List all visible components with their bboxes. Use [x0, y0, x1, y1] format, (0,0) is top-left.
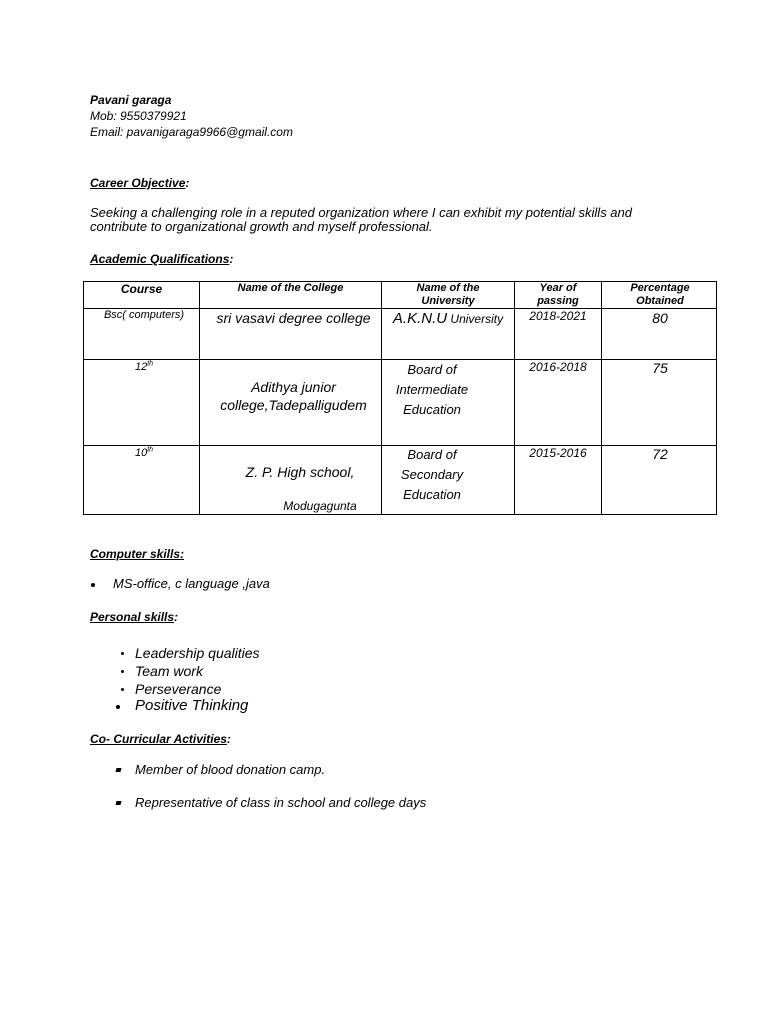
activity-item: Representative of class in school and college days: [135, 795, 427, 810]
row2-course: [84, 361, 204, 374]
row3-university: [382, 445, 482, 505]
bullet-icon: [121, 652, 124, 655]
personal-skill-item: Perseverance: [135, 681, 222, 697]
activity-item: Member of blood donation camp.: [135, 762, 326, 777]
row3-college-line-1: Z. P. High school,: [245, 464, 355, 480]
row2-percentage: 75: [652, 360, 668, 376]
row3-university-line-3: Education: [403, 487, 461, 502]
personal-skill-item: Leadership qualities: [135, 645, 260, 661]
row2-college-line-1: Adithya junior: [251, 379, 336, 395]
academic-heading-colon: :: [229, 252, 234, 266]
col-header-year: [515, 282, 601, 308]
col-header-university-line-1: Name of the: [416, 282, 480, 294]
computer-skill-item: MS-office, c language ,java: [113, 576, 270, 591]
career-objective-heading-text: Career Objective: [90, 176, 186, 190]
col-header-percentage-line-1: Percentage: [630, 282, 690, 294]
col-header-percentage-line-2: Obtained: [636, 295, 684, 307]
personal-skills-heading: [90, 609, 178, 625]
co-curricular-heading-text: Co- Curricular Activities: [90, 732, 227, 746]
row1-university-suffix: University: [447, 312, 504, 326]
row2-college-line-2: college,Tadepalligudem: [220, 397, 367, 413]
personal-skill-item: Team work: [135, 663, 203, 679]
email-address: Email: pavanigaraga9966@gmail.com: [90, 125, 293, 139]
col-header-course: Course: [120, 282, 163, 296]
row2-college: [200, 378, 387, 414]
academic-heading: [90, 251, 233, 267]
row3-university-line-2: Secondary: [400, 467, 464, 482]
candidate-name: Pavani garaga: [90, 93, 172, 107]
col-header-year-line-2: passing: [537, 295, 579, 307]
row1-percentage: 80: [652, 310, 668, 326]
row3-university-line-1: Board of: [407, 447, 457, 462]
row3-college-line-2: Modugagunta: [283, 499, 357, 513]
personal-skills-heading-colon: :: [174, 610, 179, 624]
bullet-icon: [121, 670, 124, 673]
career-objective-heading: [90, 175, 189, 191]
academic-heading-text: Academic Qualifications: [90, 252, 230, 266]
personal-skills-heading-text: Personal skills: [90, 610, 175, 624]
bullet-icon: [116, 705, 120, 709]
co-curricular-heading: [90, 731, 231, 747]
row1-university-main: A.K.N.U: [392, 310, 448, 327]
row2-university-line-3: Education: [403, 402, 461, 417]
col-header-percentage: [602, 282, 718, 308]
row1-course: Bsc( computers): [103, 309, 185, 321]
academic-table: [83, 281, 717, 515]
row1-college: sri vasavi degree college: [216, 310, 371, 326]
row3-course-suffix: th: [147, 446, 154, 454]
row3-course-number: 10: [134, 447, 148, 459]
bullet-icon: [121, 688, 124, 691]
row2-university-line-2: Intermediate: [395, 382, 469, 397]
row3-year: 2015-2016: [529, 446, 587, 460]
col-header-university: [382, 282, 514, 308]
row2-course-number: 12: [134, 361, 148, 373]
col-header-college: Name of the College: [237, 282, 344, 294]
col-header-year-line-1: Year of: [539, 282, 577, 294]
mobile-number: Mob: 9550379921: [90, 109, 187, 123]
row1-year: 2018-2021: [529, 309, 587, 323]
career-objective-line-2: contribute to organizational growth and myself professional.: [90, 219, 433, 234]
row2-university: [382, 360, 482, 420]
row3-course: [84, 447, 204, 460]
computer-skills-heading: Computer skills:: [90, 547, 185, 561]
row1-university: [382, 310, 514, 328]
career-objective-heading-colon: :: [185, 176, 190, 190]
career-objective-line-1: Seeking a challenging role in a reputed organization where I can exhibit my potential skills and: [90, 205, 632, 220]
row2-university-line-1: Board of: [407, 362, 457, 377]
personal-skill-item: Positive Thinking: [135, 697, 249, 714]
row3-percentage: 72: [652, 446, 668, 462]
bullet-icon: [91, 583, 95, 587]
row2-year: 2016-2018: [529, 360, 587, 374]
row2-course-suffix: th: [147, 360, 154, 368]
col-header-university-line-2: University: [421, 295, 475, 307]
co-curricular-heading-colon: :: [226, 732, 231, 746]
square-bullet-icon: [115, 768, 121, 772]
square-bullet-icon: [115, 801, 121, 805]
